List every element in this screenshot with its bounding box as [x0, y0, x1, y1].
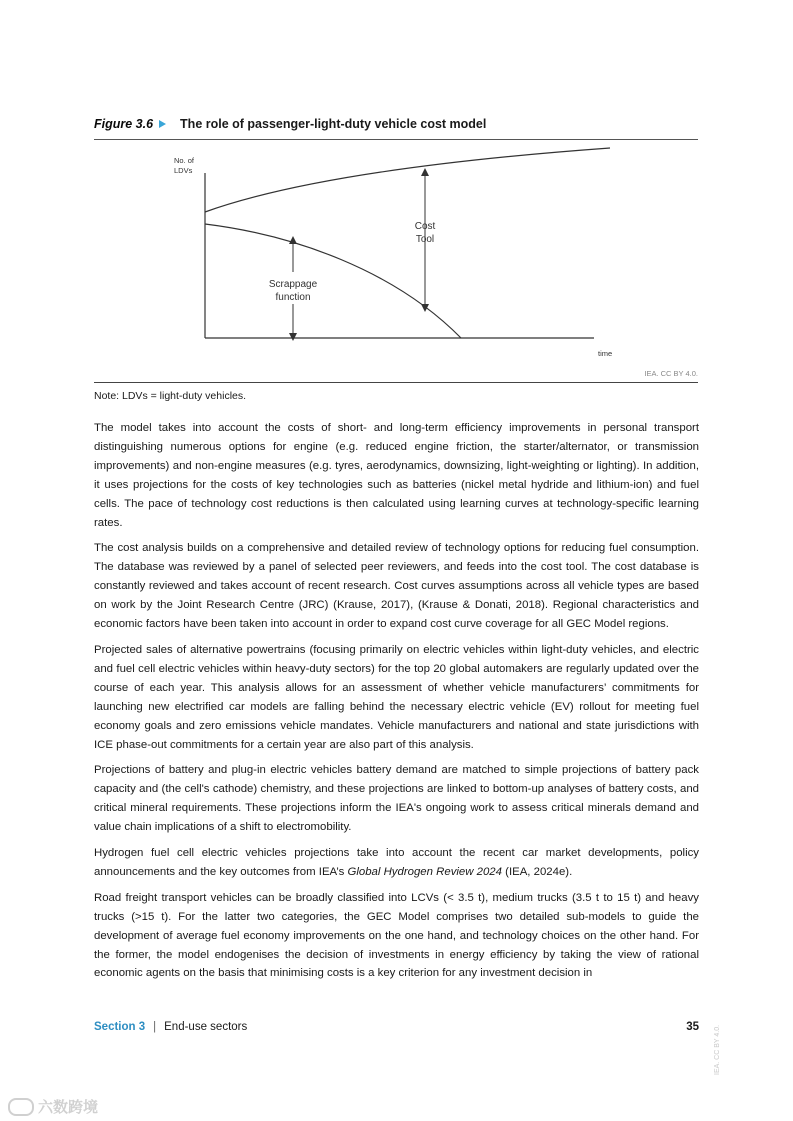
footer-section: Section 3: [94, 1021, 146, 1033]
report-title-italic: Global Hydrogen Review 2024: [347, 865, 502, 878]
footer-title: End-use sectors: [164, 1021, 248, 1033]
watermark-logo-icon: [8, 1098, 34, 1116]
paragraph: The model takes into account the costs of short- and long-term efficiency improvements in personal transport distinguishing numerous options for engine (e.g. reduced engine friction, the starter/alternator, or transmission improvements) and non-engine measures (e.g. tyres, aerodynamics, downsizing, light-weighting or lighting). In addition, it uses projections for the costs of key technologies such as batteries (nickel metal hydride and lithium-ion) and fuel cells. The pace of technology cost reductions is then calculated using learning curves at technology-specific learning rates.: [94, 422, 699, 529]
watermark: [8, 1096, 98, 1117]
paragraph: Projections of battery and plug-in electric vehicles battery demand are matched to simple projections of battery pack capacity and (the cell's cathode) chemistry, and these projections are linked to bottom-up analyses of battery costs, and critical mineral requirements. These projections inform the IEA's ongoing work to assess critical minerals demand and value chain implications of a shift to electromobility.: [94, 764, 699, 834]
y-axis-label: LDVs: [174, 166, 193, 175]
watermark-text: 六数跨境: [38, 1099, 99, 1116]
paragraph: Road freight transport vehicles can be broadly classified into LCVs (< 3.5 t), medium trucks (3.5 t to 15 t) and heavy trucks (>15 t). For the latter two categories, the GEC Model comprises two detailed sub-models to guide the development of average fuel economy improvements on the one hand, and technology choices on the other hand. For the former, the model endogenises the decision of investments in energy efficiency by taking the view of rational economic agents on the basis that minimising costs is a key criterion for any investment decision in: [94, 891, 699, 980]
paragraph: The cost analysis builds on a comprehensive and detailed review of technology options for reducing fuel consumption. The database was reviewed by a panel of selected peer reviewers, and feeds into the cost tool. The cost database is constantly reviewed and takes account of recent research. Cost curves assumptions across all vehicle types are based on work by the Joint Research Centre (JRC) (Krause, 2017), (Krause & Donati, 2018). Regional characteristics and economic factors have been taken into account in order to expand cost curve coverage for all GEC Model regions.: [94, 542, 699, 631]
cost-tool-label: Tool: [415, 234, 435, 245]
body-text: [94, 419, 699, 990]
paragraph-text: (IEA, 2024e).: [501, 865, 573, 878]
scrappage-label: function: [275, 292, 311, 303]
x-axis-label: time: [598, 349, 613, 358]
y-axis-label: No. of: [174, 156, 195, 165]
paragraph: [94, 844, 699, 882]
paragraph-text: Hydrogen fuel cell electric vehicles projections take into account the recent car market developments, policy announcements and the key outcomes from IEA’s: [94, 847, 699, 878]
paragraph: Projected sales of alternative powertrains (focusing primarily on electric vehicles within light-duty vehicles, and electric and fuel cell electric vehicles within heavy-duty sectors) for the top 20 global automakers are regularly updated over the course of each year. This analysis allows for an assessment of whether vehicle manufacturers’ commitments for launching new electrified car models are falling behind the necessary electric vehicle (EV) rollout for meeting fuel economy goals and zero emissions vehicle mandates. Vehicle manufacturers and national and state jurisdictions with ICE phase-out commitments for a certain year are also part of this analysis.: [94, 643, 699, 751]
scrappage-label: Scrappage: [268, 279, 318, 290]
triangle-arrow-icon: [159, 120, 166, 128]
figure-header: [94, 117, 698, 131]
figure-credit: IEA. CC BY 4.0.: [644, 369, 698, 378]
figure-number: Figure 3.6: [94, 117, 154, 131]
figure-title: The role of passenger-light-duty vehicle cost model: [180, 117, 487, 131]
total-vehicles-curve: [205, 148, 610, 212]
footer-separator: |: [153, 1021, 157, 1033]
figure-bottom-rule: [94, 382, 698, 383]
cost-tool-label: Cost: [414, 221, 436, 232]
page-footer: [94, 1021, 699, 1033]
page-number: 35: [686, 1021, 699, 1033]
side-credit: IEA. CC BY 4.0.: [714, 1024, 721, 1075]
figure-diagram: [94, 140, 698, 368]
figure-note: Note: LDVs = light-duty vehicles.: [94, 390, 247, 402]
